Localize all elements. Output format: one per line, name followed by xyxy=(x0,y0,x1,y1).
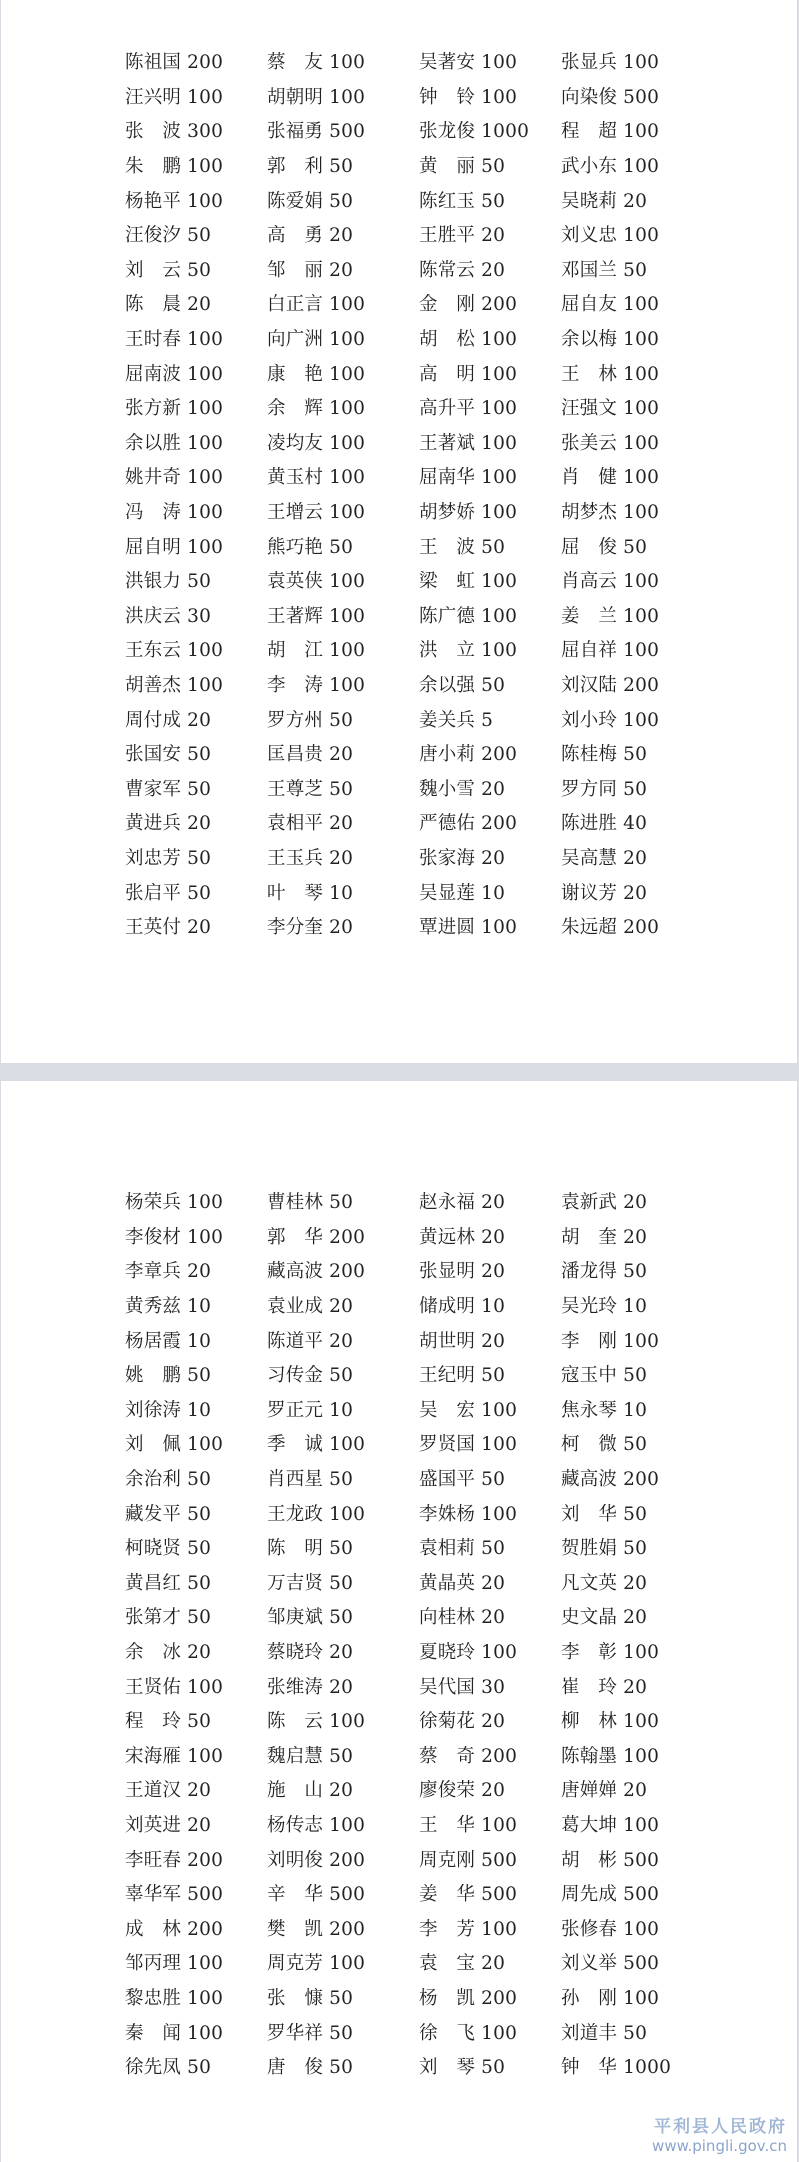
donor-entry: 潘龙得 50 xyxy=(561,1261,648,1283)
donor-row xyxy=(125,390,685,425)
donor-entry: 李章兵 20 xyxy=(125,1261,212,1283)
donor-row xyxy=(125,113,685,148)
donor-entry: 余以强 50 xyxy=(419,674,506,696)
donor-entry: 刘英进 20 xyxy=(125,1814,212,1836)
donor-entry: 贺胜娟 50 xyxy=(561,1538,648,1560)
donor-entry: 邹 丽 20 xyxy=(267,259,354,281)
donor-row xyxy=(125,459,685,494)
donor-entry: 辛 华 500 xyxy=(267,1884,366,1906)
donor-entry: 周克芳 100 xyxy=(267,1953,366,1975)
donor-entry: 张福勇 500 xyxy=(267,121,366,143)
donor-entry: 王增云 100 xyxy=(267,502,366,524)
donor-entry: 周克刚 500 xyxy=(419,1849,518,1871)
donor-entry: 高 明 100 xyxy=(419,363,518,385)
donor-entry: 姜关兵 5 xyxy=(419,709,494,731)
donor-entry: 张 慷 50 xyxy=(267,1987,354,2009)
donor-entry: 黄进兵 20 xyxy=(125,813,212,835)
donor-entry: 蔡 友 100 xyxy=(267,52,366,74)
donor-entry: 胡善杰 100 xyxy=(125,674,224,696)
donor-entry: 凌均友 100 xyxy=(267,432,366,454)
donor-entry: 张国安 50 xyxy=(125,744,212,766)
donor-entry: 王龙政 100 xyxy=(267,1503,366,1525)
donor-entry: 周付成 20 xyxy=(125,709,212,731)
donor-entry: 黄秀兹 10 xyxy=(125,1296,212,1318)
donor-entry: 张启平 50 xyxy=(125,882,212,904)
donor-entry: 廖俊荣 20 xyxy=(419,1780,506,1802)
donor-entry: 叶 琴 10 xyxy=(267,882,354,904)
donor-entry: 杨艳平 100 xyxy=(125,190,224,212)
donor-row xyxy=(125,1184,685,1219)
donor-entry: 王时春 100 xyxy=(125,329,224,351)
donor-row xyxy=(125,2049,685,2084)
donor-entry: 胡 松 100 xyxy=(419,329,518,351)
donor-entry: 向染俊 500 xyxy=(561,86,660,108)
donor-row xyxy=(125,1841,685,1876)
donor-entry: 李姝杨 100 xyxy=(419,1503,518,1525)
donor-row xyxy=(125,1357,685,1392)
donor-row xyxy=(125,1461,685,1496)
donor-entry: 刘义忠 100 xyxy=(561,225,660,247)
donor-entry: 胡 奎 20 xyxy=(561,1226,648,1248)
donor-row xyxy=(125,252,685,287)
donor-entry: 汪俊汐 50 xyxy=(125,225,212,247)
donor-row xyxy=(125,79,685,114)
donor-entry: 李 刚 100 xyxy=(561,1330,660,1352)
donor-entry: 李 彰 100 xyxy=(561,1642,660,1664)
donor-entry: 姚 鹏 50 xyxy=(125,1365,212,1387)
site-watermark xyxy=(652,2118,787,2156)
donor-entry: 蔡晓玲 20 xyxy=(267,1642,354,1664)
donor-entry: 陈红玉 50 xyxy=(419,190,506,212)
donor-entry: 张显明 20 xyxy=(419,1261,506,1283)
donor-entry: 袁 宝 20 xyxy=(419,1953,506,1975)
donor-entry: 罗方同 50 xyxy=(561,778,648,800)
donor-entry: 余以胜 100 xyxy=(125,432,224,454)
donor-entry: 张家海 20 xyxy=(419,847,506,869)
donor-entry: 余治利 50 xyxy=(125,1469,212,1491)
donor-row xyxy=(125,182,685,217)
donor-entry: 刘 琴 50 xyxy=(419,2057,506,2079)
donor-entry: 冯 涛 100 xyxy=(125,502,224,524)
watermark-title: 平利县人民政府 xyxy=(654,2117,787,2137)
donor-entry: 余以梅 100 xyxy=(561,329,660,351)
donor-entry: 陈爱娟 50 xyxy=(267,190,354,212)
donor-entry: 严德佑 200 xyxy=(419,813,518,835)
donor-row xyxy=(125,321,685,356)
donor-entry: 吴显莲 10 xyxy=(419,882,506,904)
donor-entry: 陈进胜 40 xyxy=(561,813,648,835)
donor-entry: 杨 凯 200 xyxy=(419,1987,518,2009)
donor-entry: 成 林 200 xyxy=(125,1918,224,1940)
donor-entry: 金 刚 200 xyxy=(419,294,518,316)
donor-entry: 秦 闻 100 xyxy=(125,2022,224,2044)
donor-entry: 刘 华 50 xyxy=(561,1503,648,1525)
donor-entry: 程 玲 50 xyxy=(125,1711,212,1733)
donor-entry: 屈南华 100 xyxy=(419,467,518,489)
donor-row xyxy=(125,805,685,840)
donor-entry: 王英付 20 xyxy=(125,917,212,939)
donor-row xyxy=(125,425,685,460)
donor-entry: 曹桂林 50 xyxy=(267,1192,354,1214)
donor-entry: 陈道平 20 xyxy=(267,1330,354,1352)
donor-row xyxy=(125,1392,685,1427)
donor-row xyxy=(125,1807,685,1842)
donor-entry: 胡 江 100 xyxy=(267,640,366,662)
donor-entry: 王贤佑 100 xyxy=(125,1676,224,1698)
donor-entry: 罗华祥 50 xyxy=(267,2022,354,2044)
donor-entry: 屈自友 100 xyxy=(561,294,660,316)
document-page-1 xyxy=(1,0,797,1063)
donor-entry: 辜华军 500 xyxy=(125,1884,224,1906)
donor-entry: 黄晶英 20 xyxy=(419,1572,506,1594)
donor-entry: 宋海雁 100 xyxy=(125,1745,224,1767)
donor-entry: 吴代国 30 xyxy=(419,1676,506,1698)
donor-entry: 葛大坤 100 xyxy=(561,1814,660,1836)
donor-entry: 陈翰墨 100 xyxy=(561,1745,660,1767)
donor-entry: 肖西星 50 xyxy=(267,1469,354,1491)
donor-row xyxy=(125,1322,685,1357)
donor-entry: 施 山 20 xyxy=(267,1780,354,1802)
donor-entry: 王纪明 50 xyxy=(419,1365,506,1387)
donor-entry: 王 华 100 xyxy=(419,1814,518,1836)
donor-entry: 魏小雪 20 xyxy=(419,778,506,800)
donor-entry: 唐小莉 200 xyxy=(419,744,518,766)
donor-row xyxy=(125,217,685,252)
donor-entry: 张显兵 100 xyxy=(561,52,660,74)
donor-entry: 陈常云 20 xyxy=(419,259,506,281)
donor-entry: 邹丙理 100 xyxy=(125,1953,224,1975)
donor-entry: 焦永琴 10 xyxy=(561,1399,648,1421)
donor-entry: 刘汉陆 200 xyxy=(561,674,660,696)
donor-entry: 柯 微 50 xyxy=(561,1434,648,1456)
donor-entry: 王玉兵 20 xyxy=(267,847,354,869)
donor-entry: 汪兴明 100 xyxy=(125,86,224,108)
donor-entry: 陈 明 50 xyxy=(267,1538,354,1560)
donor-entry: 吴晓莉 20 xyxy=(561,190,648,212)
donor-entry: 张龙俊 1000 xyxy=(419,121,530,143)
donor-entry: 刘忠芳 50 xyxy=(125,847,212,869)
donor-entry: 寇玉中 50 xyxy=(561,1365,648,1387)
donor-entry: 陈广德 100 xyxy=(419,605,518,627)
donor-entry: 徐 飞 100 xyxy=(419,2022,518,2044)
donor-entry: 朱 鹏 100 xyxy=(125,156,224,178)
donor-entry: 李分奎 20 xyxy=(267,917,354,939)
donor-entry: 陈 云 100 xyxy=(267,1711,366,1733)
donor-entry: 王 林 100 xyxy=(561,363,660,385)
donor-row xyxy=(125,1945,685,1980)
donor-entry: 张维涛 20 xyxy=(267,1676,354,1698)
donor-entry: 李 芳 100 xyxy=(419,1918,518,1940)
donor-entry: 邹庚斌 50 xyxy=(267,1607,354,1629)
donor-entry: 覃进圆 100 xyxy=(419,917,518,939)
donor-entry: 王胜平 20 xyxy=(419,225,506,247)
donor-entry: 程 超 100 xyxy=(561,121,660,143)
donor-entry: 盛国平 50 xyxy=(419,1469,506,1491)
donor-row xyxy=(125,770,685,805)
donor-row xyxy=(125,840,685,875)
donor-entry: 朱远超 200 xyxy=(561,917,660,939)
donor-entry: 樊 凯 200 xyxy=(267,1918,366,1940)
donor-entry: 汪强文 100 xyxy=(561,398,660,420)
donor-row xyxy=(125,1703,685,1738)
donor-entry: 屈自明 100 xyxy=(125,536,224,558)
donor-row xyxy=(125,736,685,771)
donor-row xyxy=(125,528,685,563)
donor-entry: 罗正元 10 xyxy=(267,1399,354,1421)
donor-entry: 高升平 100 xyxy=(419,398,518,420)
donor-entry: 王东云 100 xyxy=(125,640,224,662)
donor-entry: 徐菊花 20 xyxy=(419,1711,506,1733)
donor-entry: 郭 利 50 xyxy=(267,156,354,178)
donor-entry: 洪庆云 30 xyxy=(125,605,212,627)
donor-row xyxy=(125,1910,685,1945)
donor-row xyxy=(125,494,685,529)
donor-entry: 黄远林 20 xyxy=(419,1226,506,1248)
donor-entry: 肖 健 100 xyxy=(561,467,660,489)
donor-row xyxy=(125,1599,685,1634)
donor-entry: 钟 铃 100 xyxy=(419,86,518,108)
donor-entry: 洪 立 100 xyxy=(419,640,518,662)
donor-row xyxy=(125,1219,685,1254)
donor-entry: 王著斌 100 xyxy=(419,432,518,454)
donor-row xyxy=(125,1634,685,1669)
donor-entry: 向桂林 20 xyxy=(419,1607,506,1629)
donor-entry: 刘明俊 200 xyxy=(267,1849,366,1871)
donor-entry: 胡朝明 100 xyxy=(267,86,366,108)
donor-entry: 王著辉 100 xyxy=(267,605,366,627)
donor-entry: 杨荣兵 100 xyxy=(125,1192,224,1214)
donor-entry: 高 勇 20 xyxy=(267,225,354,247)
donor-entry: 钟 华 1000 xyxy=(561,2057,672,2079)
donor-row xyxy=(125,1980,685,2015)
donor-entry: 吴 宏 100 xyxy=(419,1399,518,1421)
donor-entry: 罗贤国 100 xyxy=(419,1434,518,1456)
donor-entry: 熊巧艳 50 xyxy=(267,536,354,558)
donor-row xyxy=(125,701,685,736)
donor-entry: 杨居霞 10 xyxy=(125,1330,212,1352)
donor-entry: 张第才 50 xyxy=(125,1607,212,1629)
donor-entry: 康 艳 100 xyxy=(267,363,366,385)
donor-entry: 胡梦杰 100 xyxy=(561,502,660,524)
donor-entry: 刘小玲 100 xyxy=(561,709,660,731)
donor-entry: 柯晓贤 50 xyxy=(125,1538,212,1560)
donor-entry: 邓国兰 50 xyxy=(561,259,648,281)
donor-entry: 李 涛 100 xyxy=(267,674,366,696)
donor-entry: 谢议芳 20 xyxy=(561,882,648,904)
donor-entry: 袁业成 20 xyxy=(267,1296,354,1318)
donor-entry: 王道汉 20 xyxy=(125,1780,212,1802)
donor-row xyxy=(125,632,685,667)
donor-list-page-2 xyxy=(125,1184,685,2083)
donor-entry: 曹家军 50 xyxy=(125,778,212,800)
donor-entry: 藏高波 200 xyxy=(267,1261,366,1283)
donor-entry: 藏高波 200 xyxy=(561,1469,660,1491)
document-page-2 xyxy=(1,1081,797,2162)
donor-entry: 屈南波 100 xyxy=(125,363,224,385)
donor-entry: 余 辉 100 xyxy=(267,398,366,420)
donor-entry: 张方新 100 xyxy=(125,398,224,420)
donor-row xyxy=(125,286,685,321)
donor-row xyxy=(125,1772,685,1807)
donor-entry: 向广洲 100 xyxy=(267,329,366,351)
donor-entry: 袁相莉 50 xyxy=(419,1538,506,1560)
donor-entry: 凡文英 20 xyxy=(561,1572,648,1594)
donor-entry: 黄 丽 50 xyxy=(419,156,506,178)
donor-row xyxy=(125,148,685,183)
donor-entry: 李俊材 100 xyxy=(125,1226,224,1248)
donor-row xyxy=(125,1738,685,1773)
donor-entry: 刘 佩 100 xyxy=(125,1434,224,1456)
donor-entry: 袁新武 20 xyxy=(561,1192,648,1214)
donor-entry: 习传金 50 xyxy=(267,1365,354,1387)
donor-entry: 杨传志 100 xyxy=(267,1814,366,1836)
donor-entry: 吴光玲 10 xyxy=(561,1296,648,1318)
donor-entry: 唐婵婵 20 xyxy=(561,1780,648,1802)
donor-entry: 夏晓玲 100 xyxy=(419,1642,518,1664)
donor-entry: 胡 彬 500 xyxy=(561,1849,660,1871)
donor-entry: 袁相平 20 xyxy=(267,813,354,835)
donor-row xyxy=(125,1426,685,1461)
donor-row xyxy=(125,2014,685,2049)
donor-entry: 梁 虹 100 xyxy=(419,571,518,593)
donor-entry: 魏启慧 50 xyxy=(267,1745,354,1767)
donor-entry: 陈祖国 200 xyxy=(125,52,224,74)
donor-entry: 王尊芝 50 xyxy=(267,778,354,800)
donor-row xyxy=(125,909,685,944)
donor-entry: 姜 华 500 xyxy=(419,1884,518,1906)
donor-entry: 吴高慧 20 xyxy=(561,847,648,869)
donor-entry: 柳 林 100 xyxy=(561,1711,660,1733)
donor-entry: 季 诚 100 xyxy=(267,1434,366,1456)
donor-row xyxy=(125,44,685,79)
donor-entry: 唐 俊 50 xyxy=(267,2057,354,2079)
donor-row xyxy=(125,1876,685,1911)
donor-entry: 陈桂梅 50 xyxy=(561,744,648,766)
donor-entry: 周先成 500 xyxy=(561,1884,660,1906)
donor-entry: 刘徐涛 10 xyxy=(125,1399,212,1421)
donor-entry: 姜 兰 100 xyxy=(561,605,660,627)
donor-row xyxy=(125,874,685,909)
donor-entry: 袁英侠 100 xyxy=(267,571,366,593)
donor-entry: 王 波 50 xyxy=(419,536,506,558)
donor-entry: 储成明 10 xyxy=(419,1296,506,1318)
donor-entry: 屈 俊 50 xyxy=(561,536,648,558)
donor-entry: 屈自祥 100 xyxy=(561,640,660,662)
donor-entry: 黄昌红 50 xyxy=(125,1572,212,1594)
donor-entry: 史文晶 20 xyxy=(561,1607,648,1629)
donor-row xyxy=(125,667,685,702)
donor-entry: 张美云 100 xyxy=(561,432,660,454)
watermark-url: www.pingli.gov.cn xyxy=(652,2137,787,2155)
donor-entry: 刘 云 50 xyxy=(125,259,212,281)
donor-row xyxy=(125,1565,685,1600)
donor-entry: 徐先凤 50 xyxy=(125,2057,212,2079)
donor-entry: 张 波 300 xyxy=(125,121,224,143)
donor-entry: 黄玉村 100 xyxy=(267,467,366,489)
donor-row xyxy=(125,355,685,390)
donor-row xyxy=(125,563,685,598)
donor-entry: 洪银力 50 xyxy=(125,571,212,593)
donor-entry: 吴著安 100 xyxy=(419,52,518,74)
donor-entry: 武小东 100 xyxy=(561,156,660,178)
donor-entry: 胡梦娇 100 xyxy=(419,502,518,524)
donor-entry: 蔡 奇 200 xyxy=(419,1745,518,1767)
donor-entry: 刘道丰 50 xyxy=(561,2022,648,2044)
donor-entry: 李旺春 200 xyxy=(125,1849,224,1871)
donor-entry: 罗方州 50 xyxy=(267,709,354,731)
donor-entry: 万吉贤 50 xyxy=(267,1572,354,1594)
donor-row xyxy=(125,1253,685,1288)
donor-entry: 崔 玲 20 xyxy=(561,1676,648,1698)
donor-entry: 郭 华 200 xyxy=(267,1226,366,1248)
donor-entry: 肖高云 100 xyxy=(561,571,660,593)
donor-entry: 张修春 100 xyxy=(561,1918,660,1940)
donor-entry: 余 冰 20 xyxy=(125,1642,212,1664)
donor-row xyxy=(125,1530,685,1565)
donor-entry: 刘义举 500 xyxy=(561,1953,660,1975)
donor-entry: 匡昌贵 20 xyxy=(267,744,354,766)
donor-row xyxy=(125,1495,685,1530)
donor-entry: 藏发平 50 xyxy=(125,1503,212,1525)
donor-entry: 白正言 100 xyxy=(267,294,366,316)
donor-entry: 孙 刚 100 xyxy=(561,1987,660,2009)
donor-entry: 姚井奇 100 xyxy=(125,467,224,489)
donor-list-page-1 xyxy=(125,44,685,943)
donor-row xyxy=(125,1668,685,1703)
donor-entry: 黎忠胜 100 xyxy=(125,1987,224,2009)
donor-entry: 陈 晨 20 xyxy=(125,294,212,316)
donor-entry: 胡世明 20 xyxy=(419,1330,506,1352)
donor-row xyxy=(125,1288,685,1323)
donor-row xyxy=(125,598,685,633)
donor-entry: 赵永福 20 xyxy=(419,1192,506,1214)
